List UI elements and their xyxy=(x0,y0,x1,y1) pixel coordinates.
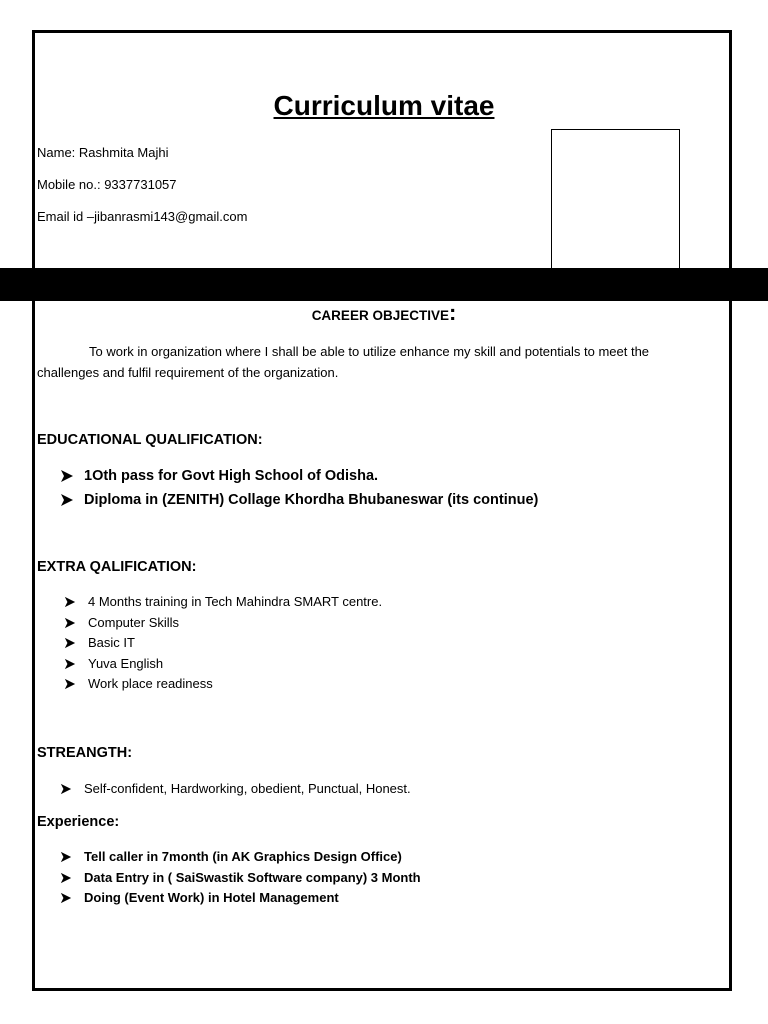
list-item xyxy=(60,869,421,890)
list-item xyxy=(64,675,382,696)
experience-item-text: Tell caller in 7month (in AK Graphics Design Office) xyxy=(84,849,402,864)
arrowhead-bullet-icon xyxy=(60,889,72,904)
contact-email: Email id –jibanrasmi143@gmail.com xyxy=(37,209,248,224)
arrowhead-bullet-icon xyxy=(64,634,76,649)
contact-name: Name: Rashmita Majhi xyxy=(37,145,169,160)
section-divider-bar xyxy=(0,268,768,301)
experience-item-text: Data Entry in ( SaiSwastik Software company) 3 Month xyxy=(84,869,421,885)
arrowhead-bullet-icon xyxy=(64,675,76,690)
extra-item-text: Work place readiness xyxy=(88,676,213,692)
career-objective-body: To work in organization where I shall be able to utilize enhance my skill and potentials to meet the challenges and fulfil requirement of the organization. xyxy=(37,344,650,380)
experience-item-text: Doing (Event Work) in Hotel Management xyxy=(84,890,339,905)
education-item-text: 1Oth pass for Govt High School of Odisha. xyxy=(84,468,379,484)
career-objective-text xyxy=(37,342,687,383)
arrowhead-bullet-icon xyxy=(60,780,72,795)
extra-qualification-heading: EXTRA QALIFICATION: xyxy=(37,559,197,575)
list-item xyxy=(64,655,382,676)
list-item xyxy=(60,780,411,800)
education-list xyxy=(60,466,538,514)
list-item xyxy=(60,490,538,514)
strength-item-text: Self-confident, Hardworking, obedient, Punctual, Honest. xyxy=(84,781,411,796)
arrowhead-bullet-icon xyxy=(60,490,74,507)
experience-heading: Experience: xyxy=(37,814,120,830)
list-item xyxy=(60,466,538,490)
strength-heading: STREANGTH: xyxy=(37,745,133,761)
experience-list xyxy=(60,848,421,910)
extra-item-text: Yuva English xyxy=(88,655,164,671)
list-item xyxy=(60,848,421,869)
education-heading: EDUCATIONAL QUALIFICATION: xyxy=(37,432,263,448)
career-objective-colon: : xyxy=(448,300,457,325)
list-item xyxy=(60,889,421,910)
photo-placeholder xyxy=(551,129,680,270)
arrowhead-bullet-icon xyxy=(60,848,72,863)
career-objective-heading xyxy=(0,300,768,326)
list-item xyxy=(64,634,382,655)
extra-item-text: 4 Months training in Tech Mahindra SMART centre. xyxy=(88,594,383,609)
education-item-text: Diploma in (ZENITH) Collage Khordha Bhubaneswar (its continue) xyxy=(84,492,539,508)
arrowhead-bullet-icon xyxy=(60,466,74,483)
arrowhead-bullet-icon xyxy=(64,593,76,608)
career-objective-label: CAREER OBJECTIVE xyxy=(311,308,449,323)
strength-list xyxy=(60,780,411,800)
list-item xyxy=(64,614,382,635)
arrowhead-bullet-icon xyxy=(64,614,76,629)
list-item xyxy=(64,593,382,614)
arrowhead-bullet-icon xyxy=(60,869,72,884)
extra-item-text: Basic IT xyxy=(88,635,135,651)
document-title: Curriculum vitae xyxy=(273,90,495,121)
arrowhead-bullet-icon xyxy=(64,655,76,670)
extra-qualification-list xyxy=(64,593,382,696)
extra-item-text: Computer Skills xyxy=(88,614,180,630)
contact-mobile: Mobile no.: 9337731057 xyxy=(37,177,177,192)
